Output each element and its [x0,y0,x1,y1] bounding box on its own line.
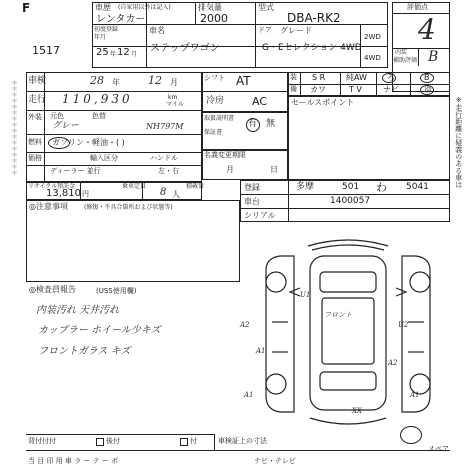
report-line-1: 内装汚れ 天井汚れ [36,305,120,316]
load-label: 積載量 [186,183,205,190]
reg-label: 登録 [244,183,260,192]
month-unit: 月 [131,51,138,58]
diagram-mark-4: U1 [300,291,311,299]
equip-tv: T V [349,85,362,94]
equip-circle-3 [420,85,434,95]
notes-subtitle: (修復・不具合箇所および状態等) [84,204,173,211]
grade-label: グレード [280,26,312,35]
sales-point-label: セールスポイント [291,98,355,107]
equip-aw: 純AW [346,73,367,82]
doors-label: ドア [258,26,272,34]
displacement-label: 排気量 [198,3,222,12]
car-name-value: ステップワゴン [150,43,220,54]
color-code: NH797M [146,122,184,131]
diagram-mark-5: U2 [398,321,409,329]
interior-value: B [428,49,439,65]
diagram-mark-7: A1 [410,391,420,399]
history-label: 車歴 [95,3,111,12]
chassis-label: 車台 [244,197,260,206]
aircon-value: AC [252,95,268,108]
equip-circle-1 [382,73,396,83]
score-value: 4 [418,13,436,46]
shaken-year-unit: 年 [112,78,120,87]
manual-label: 取扱説明書 [204,115,235,122]
equip-circle-2 [420,73,434,83]
reg-kana: わ [376,181,387,194]
color-change-label: 色替 [92,112,106,120]
first-reg-month: 12 [117,47,130,58]
chassis-value: 1400057 [330,196,371,206]
footer-spare-label: スペア [428,445,449,453]
equip-3: ろ [387,73,395,82]
footer-checkbox-2 [180,438,188,446]
warranty-label: 保証書 [204,129,223,136]
notes-box [26,200,240,282]
shaken-label: 車検 [28,76,47,86]
report-title: ◎検査員報告 [29,285,76,294]
score-label: 評価点 [407,3,428,11]
capacity-label: 乗車定員 [122,183,147,190]
first-reg-label: 初度登録 [94,26,119,33]
interior-label: 内装 [395,49,408,56]
color-value: グレー [52,121,80,131]
diagram-mark-8: A2 [388,359,398,367]
footer-checkbox-1 [96,438,104,446]
notes-title: ◎注意事項 [29,202,68,211]
mileage-value: 110,930 [62,92,133,106]
reg-area: 多摩 [296,182,315,192]
displacement-value: 2000 [200,12,228,25]
lot-number: 1517 [32,44,60,57]
year-unit: 年 [110,51,117,58]
grade-value: G・Eセレクション 4WD [262,43,362,53]
diagram-roof-note: フロント [324,311,352,319]
equip-navi: ナビ [383,85,399,94]
left-margin-text: ＊＊＊＊＊＊＊＊＊＊＊＊＊＊＊＊ [10,80,17,176]
history-value: レンタカー [96,14,146,25]
recycle-unit: 円 [82,190,89,198]
equip-label-2: 備 [290,85,297,93]
vehicle-info-box [92,2,388,68]
interior-sub: 補助評価 [393,57,418,64]
exterior-label: 外装 [28,113,42,121]
handle-value: 左・右 [158,167,179,175]
warranty-has: 有 [248,119,258,129]
footer-rear-label: 後付 [106,437,120,445]
shift-value: AT [236,74,251,88]
sheet-mark: F [22,1,31,15]
footer-sheet-label: 車検証上の寸法 [218,437,267,445]
warranty-none: 無 [266,119,276,129]
spare-tire-icon [400,426,422,444]
mileage-unit-mile: マイル [166,101,184,108]
side-note: ※走行距離に疑義のある車は [454,96,463,188]
footer-bottom-right: ナビ・テレビ [254,457,296,465]
shaken-month: 12 [148,74,162,87]
diagram-mark-2: A1 [256,347,266,355]
footer-left-note: 背付付付 [28,437,56,445]
equip-sr: S R [312,73,326,82]
year-month-label: 年月 [94,34,107,41]
handle-label: ハンドル [150,154,178,162]
drive-4wd: 4WD [364,54,381,62]
diagram-mark-3: A1 [244,391,254,399]
equip-10: ゆ [424,85,432,94]
reg-number: 5041 [406,182,429,192]
import-value: ディーラー 並行 [50,167,101,175]
equip-kawa: カワ [310,85,326,94]
report-line-2: カップラー ホイール少キズ [38,325,161,336]
reg-class: 501 [342,182,360,192]
recycle-value: 13,810 [46,188,81,199]
footer-plus-label: 付 [190,437,197,445]
history-note: (自家用以外は記入) [118,4,171,11]
report-subtitle: (USS使用欄) [96,287,137,295]
price-label: 価格 [28,154,42,162]
shaken-month-unit: 月 [170,78,178,87]
sales-point-box [288,96,450,180]
name-change-label: 名義変更期限 [204,151,246,159]
shift-label: シフト [204,74,225,82]
name-change-day: 日 [270,165,278,174]
drive-2wd: 2WD [364,33,381,41]
first-reg-year: 25 [96,47,109,58]
model-value: DBA-RK2 [287,11,341,25]
shaken-year: 28 [90,74,104,87]
mileage-unit-km: km [168,94,178,101]
diagram-mark-1: A2 [240,321,250,329]
capacity-value: 8 [160,187,167,198]
diagram-mark-6: XX [352,407,362,415]
report-line-3: フロントガラス キズ [38,346,131,357]
fuel-options: ガソリン・軽油・( ) [52,138,125,147]
mileage-label: 走行 [28,95,47,105]
footer-bottom-row: 当 目 印 用 車 ラ ー テ ー ポ [28,457,119,465]
equip-label-1: 装 [290,73,297,81]
name-change-month: 月 [226,165,234,174]
aircon-label: 冷房 [206,96,225,106]
orig-color-label: 元色 [50,112,64,120]
import-label: 輸入区分 [90,154,118,162]
fuel-label: 燃料 [28,138,42,146]
recycle-label: リサイクル預託金 [28,183,76,190]
car-damage-diagram [236,226,460,436]
serial-label: シリアル [244,211,276,220]
capacity-unit: 人 [172,190,180,199]
equip-b: B [424,73,430,82]
car-name-label: 車名 [149,26,165,35]
model-label: 型式 [258,3,274,12]
